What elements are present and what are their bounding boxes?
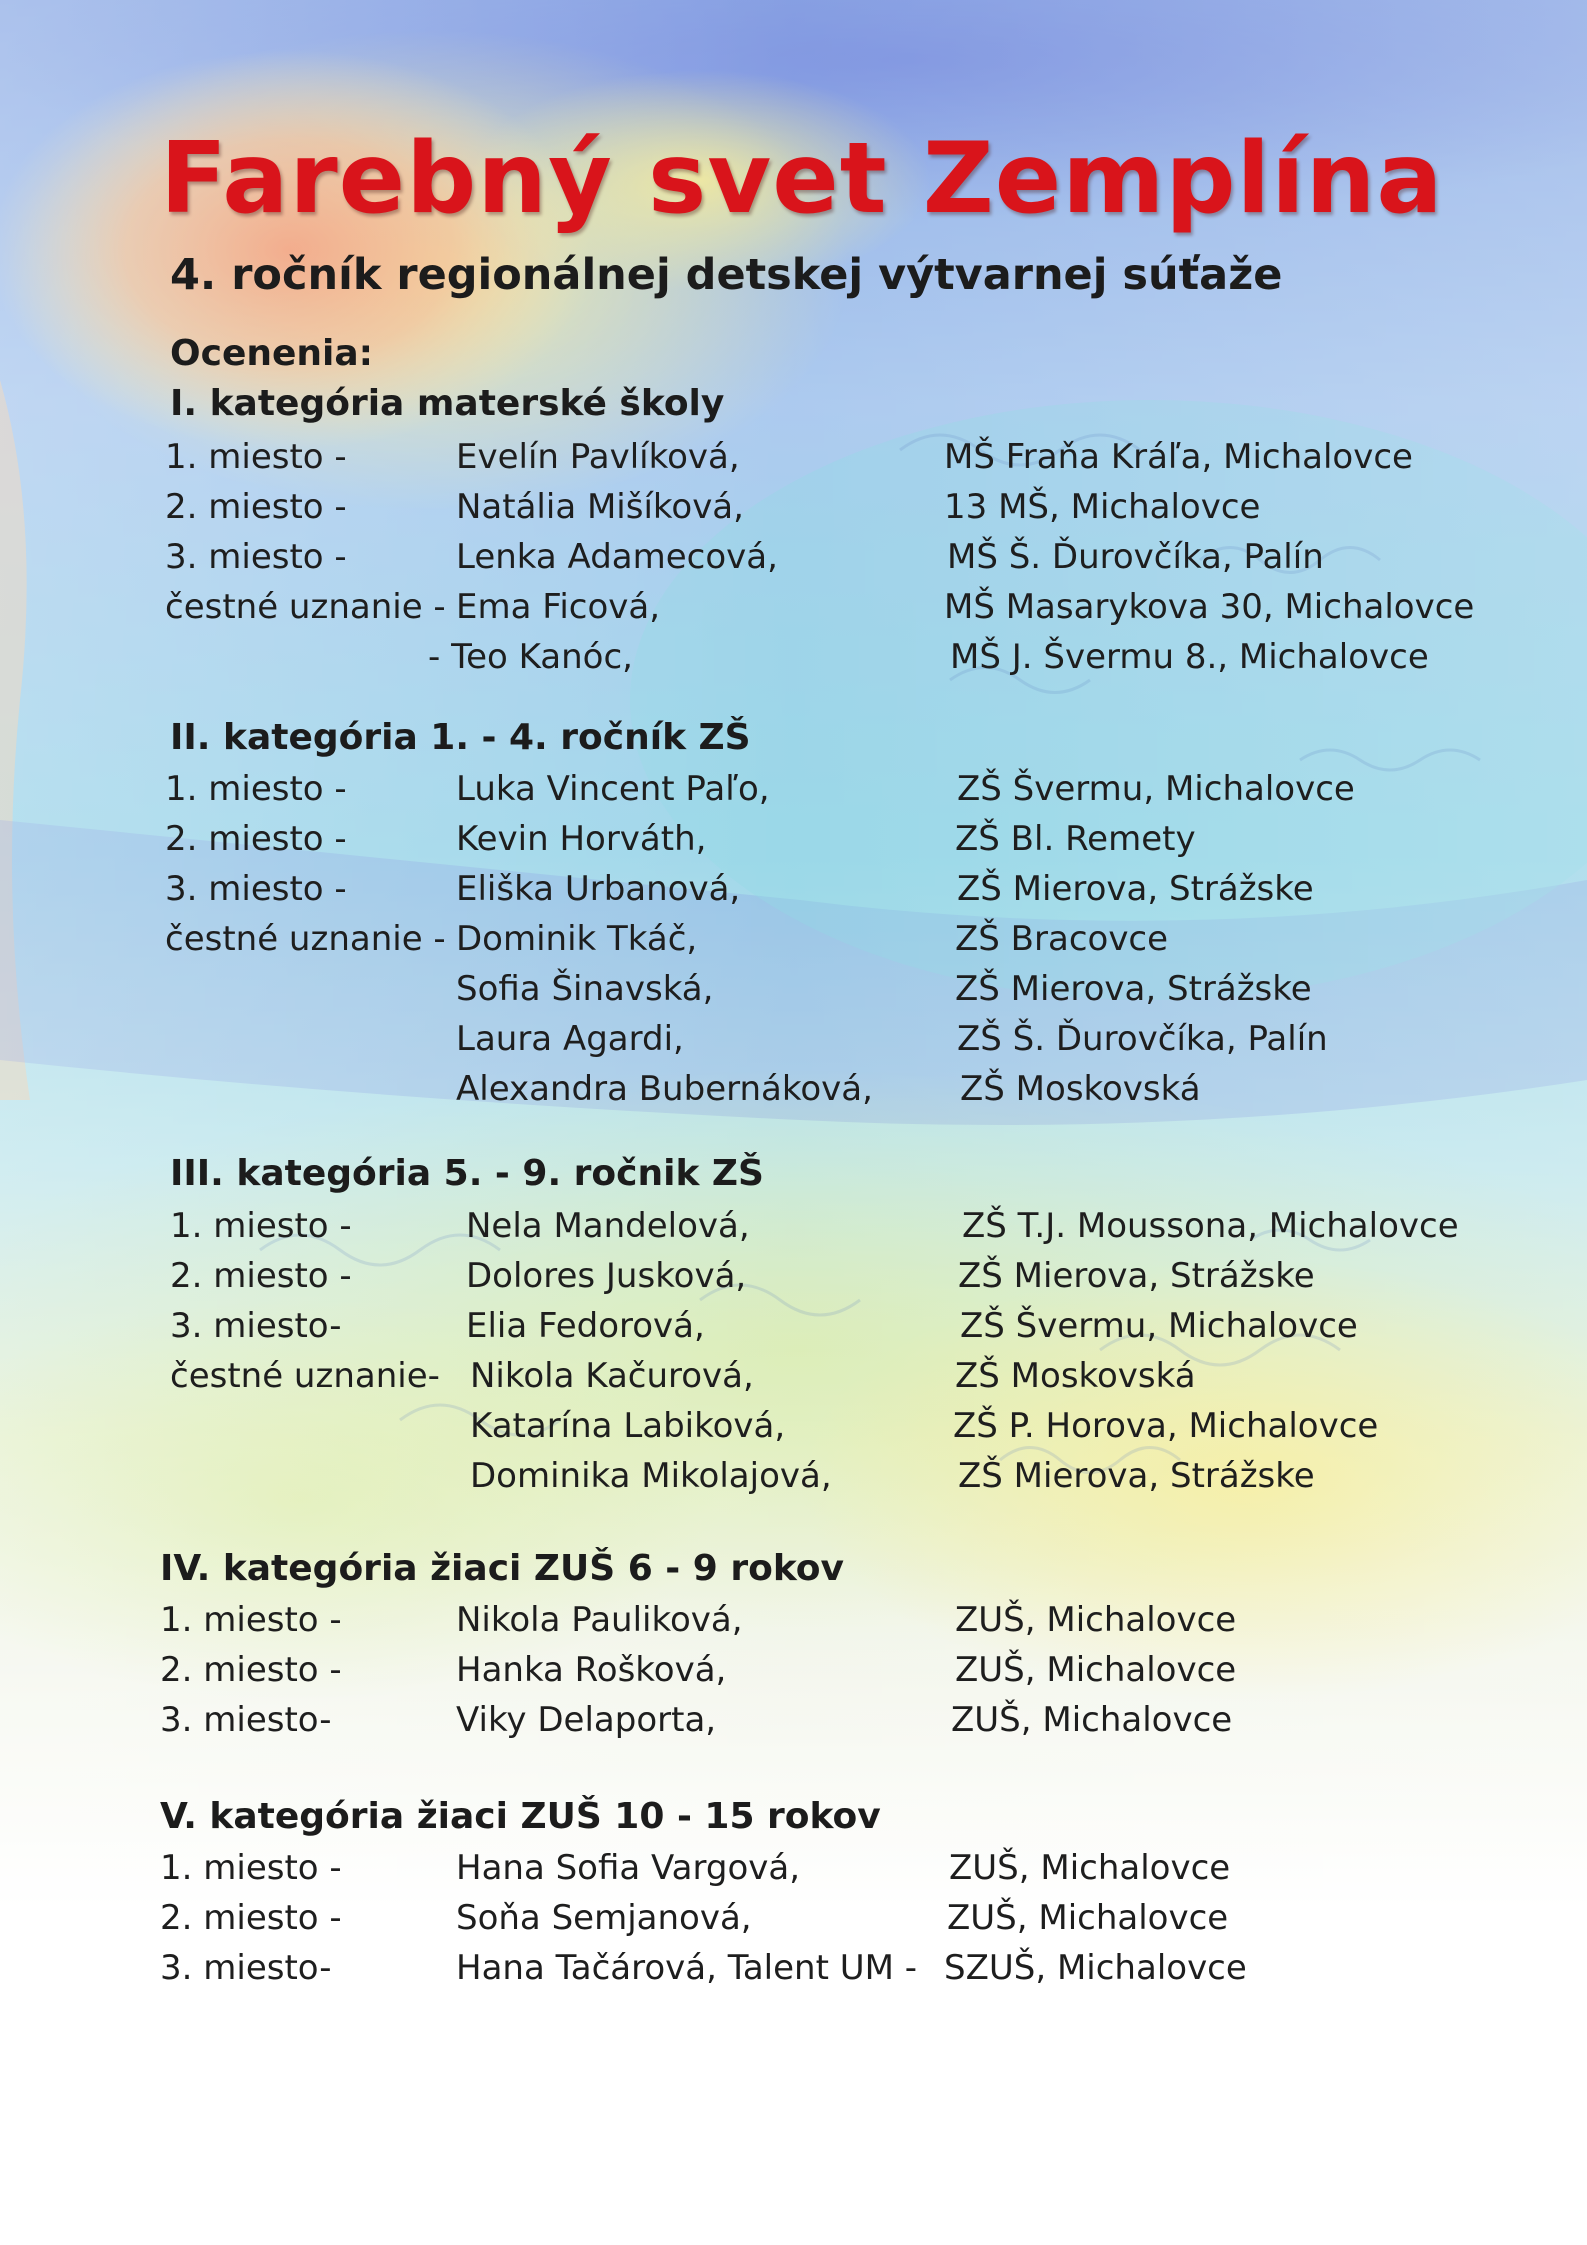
winner-name: Dolores Jusková, [466, 1256, 747, 1296]
winner-name: Eliška Urbanová, [456, 869, 741, 909]
place-label: 1. miesto - [160, 1848, 342, 1888]
winner-name: Ema Ficová, [456, 587, 661, 627]
place-label: 2. miesto - [170, 1256, 352, 1296]
winner-name: Sofia Šinavská, [456, 969, 714, 1009]
place-label: 2. miesto - [165, 487, 347, 527]
place-label: 2. miesto - [165, 819, 347, 859]
place-label: 1. miesto - [160, 1600, 342, 1640]
place-label: 3. miesto- [160, 1948, 332, 1988]
winner-name: Luka Vincent Paľo, [456, 769, 770, 809]
winner-name: Viky Delaporta, [456, 1700, 717, 1740]
winner-school: MŠ Š. Ďurovčíka, Palín [947, 537, 1324, 577]
category-heading-4: IV. kategória žiaci ZUŠ 6 - 9 rokov [160, 1548, 844, 1589]
category-heading-5: V. kategória žiaci ZUŠ 10 - 15 rokov [160, 1796, 881, 1837]
winner-school: ZUŠ, Michalovce [947, 1898, 1229, 1938]
place-label: 1. miesto - [170, 1206, 352, 1246]
winner-name: Dominik Tkáč, [456, 919, 698, 959]
winner-school: MŠ Masarykova 30, Michalovce [944, 587, 1475, 627]
winner-name: Nikola Pauliková, [456, 1600, 743, 1640]
winner-school: ZŠ Švermu, Michalovce [960, 1306, 1358, 1346]
winner-school: ZUŠ, Michalovce [955, 1600, 1237, 1640]
winner-name: Nela Mandelová, [466, 1206, 750, 1246]
place-label: 1. miesto - [165, 437, 347, 477]
page-title: Farebný svet Zemplína [160, 122, 1444, 236]
winner-school: ZŠ Moskovská [955, 1356, 1196, 1396]
winner-name: Natália Mišíková, [456, 487, 744, 527]
winner-school: ZŠ Mierova, Strážske [958, 1256, 1315, 1296]
winner-name: Nikola Kačurová, [470, 1356, 754, 1396]
winner-name: Hana Tačárová, Talent UM - [456, 1948, 918, 1988]
winner-school: ZŠ Mierova, Strážske [955, 969, 1312, 1009]
place-label: 2. miesto - [160, 1650, 342, 1690]
place-label: čestné uznanie- [170, 1356, 440, 1396]
winner-name: Dominika Mikolajová, [470, 1456, 832, 1496]
winner-name: Hanka Rošková, [456, 1650, 727, 1690]
winner-school: 13 MŠ, Michalovce [944, 487, 1261, 527]
winner-school: MŠ J. Švermu 8., Michalovce [950, 637, 1429, 677]
winner-name: Soňa Semjanová, [456, 1898, 752, 1938]
winner-name: Kevin Horváth, [456, 819, 707, 859]
winner-school: ZUŠ, Michalovce [949, 1848, 1231, 1888]
page-subtitle: 4. ročník regionálnej detskej výtvarnej súťaže [170, 250, 1283, 300]
winner-name: Katarína Labiková, [470, 1406, 786, 1446]
winner-name: Hana Sofia Vargová, [456, 1848, 801, 1888]
place-label: čestné uznanie - [165, 919, 446, 959]
winner-school: MŠ Fraňa Kráľa, Michalovce [944, 437, 1413, 477]
place-label: 3. miesto - [165, 869, 347, 909]
winner-school: ZŠ Mierova, Strážske [957, 869, 1314, 909]
winner-school: ZŠ Bracovce [955, 919, 1169, 959]
winner-name: Evelín Pavlíková, [456, 437, 740, 477]
winner-school: ZŠ Moskovská [960, 1069, 1201, 1109]
category-heading-3: III. kategória 5. - 9. ročnik ZŠ [170, 1153, 764, 1194]
winner-school: ZŠ P. Horova, Michalovce [953, 1406, 1379, 1446]
winner-school: ZŠ Švermu, Michalovce [957, 769, 1355, 809]
winner-school: ZŠ Bl. Remety [955, 819, 1196, 859]
place-label: 1. miesto - [165, 769, 347, 809]
winner-school: SZUŠ, Michalovce [944, 1948, 1247, 1988]
winner-school: ZUŠ, Michalovce [955, 1650, 1237, 1690]
winner-school: ZUŠ, Michalovce [951, 1700, 1233, 1740]
winner-school: ZŠ Mierova, Strážske [958, 1456, 1315, 1496]
awards-heading: Ocenenia: [170, 333, 374, 374]
winner-school: ZŠ Š. Ďurovčíka, Palín [957, 1019, 1328, 1059]
place-label: 3. miesto - [165, 537, 347, 577]
category-heading-1: I. kategória materské školy [170, 383, 725, 424]
place-label: 2. miesto - [160, 1898, 342, 1938]
winner-name: Elia Fedorová, [466, 1306, 705, 1346]
winner-name: - Teo Kanóc, [428, 637, 633, 677]
place-label: 3. miesto- [170, 1306, 342, 1346]
winner-name: Alexandra Bubernáková, [456, 1069, 873, 1109]
winner-name: Laura Agardi, [456, 1019, 684, 1059]
category-heading-2: II. kategória 1. - 4. ročník ZŠ [170, 717, 751, 758]
place-label: 3. miesto- [160, 1700, 332, 1740]
winner-name: Lenka Adamecová, [456, 537, 778, 577]
place-label: čestné uznanie - [165, 587, 446, 627]
winner-school: ZŠ T.J. Moussona, Michalovce [962, 1206, 1459, 1246]
